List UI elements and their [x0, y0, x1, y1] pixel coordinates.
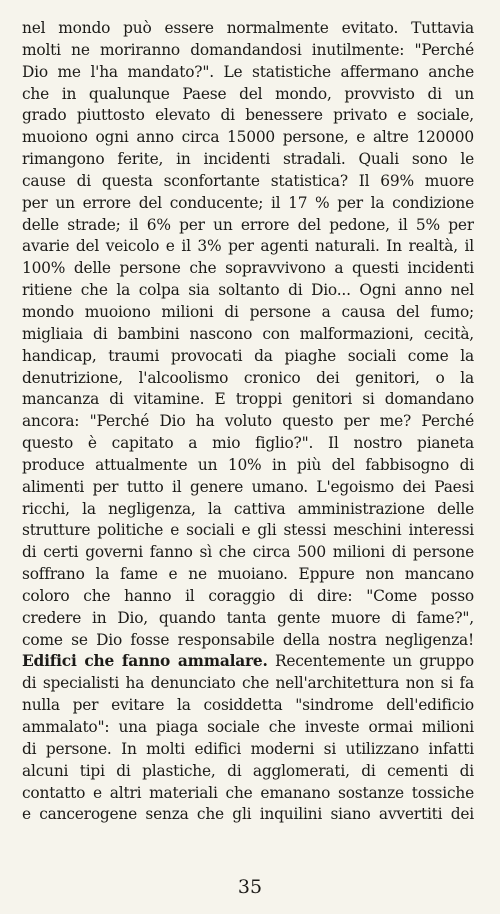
text-line: grado piuttosto elevato di benessere privato e sociale,	[22, 106, 474, 125]
text-line: avarie del veicolo e il 3% per agenti naturali. In realtà, il	[22, 237, 474, 256]
text-line: soffrano la fame e ne muoiano. Eppure non mancano	[22, 565, 474, 584]
text-line: che in qualunque Paese del mondo, provvisto di un	[22, 84, 474, 103]
text-line: come se Dio fosse responsabile della nostra negligenza!	[22, 630, 474, 649]
text-line: Dio me l'ha mandato?". Le statistiche affermano anche	[22, 62, 474, 81]
body-text	[22, 18, 474, 826]
text-line: ammalato": una piaga sociale che investe ormai milioni	[22, 718, 474, 736]
text-line: muoiono ogni anno circa 15000 persone, e altre 120000	[22, 128, 474, 147]
text-line: ricchi, la negligenza, la cattiva amministrazione delle	[22, 499, 474, 518]
text-line: coloro che hanno il coraggio di dire: "Come posso	[22, 586, 474, 605]
text-line: rimangono ferite, in incidenti stradali. Quali sono le	[22, 150, 474, 169]
text-line: alimenti per tutto il genere umano. L'egoismo dei Paesi	[22, 477, 474, 496]
text-line: delle strade; il 6% per un errore del pedone, il 5% per	[22, 215, 474, 234]
section-heading: Edifici che fanno ammalare.	[22, 652, 268, 671]
text-line: di specialisti ha denunciato che nell'architettura non si fa	[22, 674, 474, 693]
text-line: migliaia di bambini nascono con malformazioni, cecità,	[22, 324, 474, 343]
text-line: 100% delle persone che sopravvivono a questi incidenti	[22, 259, 474, 278]
text-line: strutture politiche e sociali e gli stessi meschini interessi	[22, 521, 474, 540]
text-line: denutrizione, l'alcoolismo cronico dei genitori, o la	[22, 368, 474, 387]
text-line: questo è capitato a mio figlio?". Il nostro pianeta	[22, 434, 474, 453]
text-line: di certi governi fanno sì che circa 500 milioni di persone	[22, 543, 474, 562]
text-line: e cancerogene senza che gli inquilini siano avvertiti dei	[22, 805, 474, 824]
text-line: ritiene che la colpa sia soltanto di Dio... Ogni anno nel	[22, 281, 474, 300]
text-line: contatto e altri materiali che emanano sostanze tossiche	[22, 783, 474, 802]
text-line: nel mondo può essere normalmente evitato. Tuttavia	[22, 19, 474, 37]
text-line: ancora: "Perché Dio ha voluto questo per me? Perché	[22, 412, 474, 431]
text-line: mondo muoiono milioni di persone a causa del fumo;	[22, 302, 474, 321]
text-line: nulla per evitare la cosiddetta "sindrome dell'edificio	[22, 696, 474, 715]
text-line: handicap, traumi provocati da piaghe sociali come la	[22, 346, 474, 365]
heading-line-rest: Recentemente un gruppo	[267, 652, 474, 671]
section-heading-line	[22, 651, 474, 673]
text-line: mancanza di vitamine. E troppi genitori si domandano	[22, 390, 474, 409]
text-line: cause di questa sconfortante statistica? Il 69% muore	[22, 171, 474, 190]
text-line: per un errore del conducente; il 17 % per la condizione	[22, 193, 474, 212]
text-line: produce attualmente un 10% in più del fabbisogno di	[22, 455, 474, 474]
text-line: di persone. In molti edifici moderni si utilizzano infatti	[22, 739, 474, 758]
page-number: 35	[237, 876, 263, 898]
text-line: molti ne moriranno domandandosi inutilmente: "Perché	[22, 40, 474, 59]
text-line: credere in Dio, quando tanta gente muore di fame?",	[22, 608, 474, 627]
text-line: alcuni tipi di plastiche, di agglomerati, di cementi di	[22, 761, 474, 780]
